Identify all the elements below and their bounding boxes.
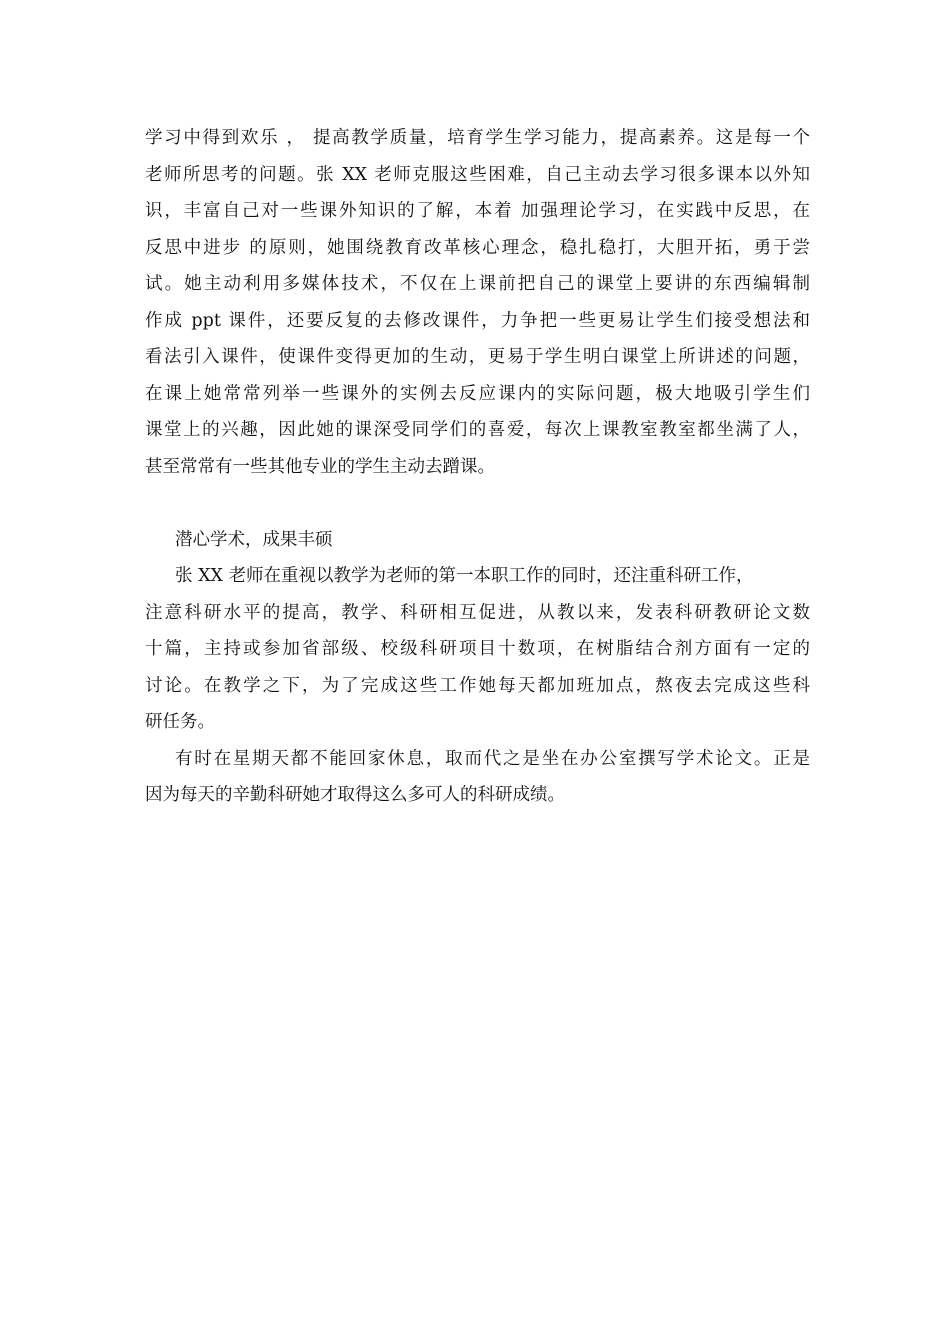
text-line: 十篇，主持或参加省部级、校级科研项目十数项，在树脂结合剂方面有一定的 xyxy=(145,639,810,659)
text-line: 因为每天的辛勤科研她才取得这么多可人的科研成绩。 xyxy=(145,785,565,805)
text-line: 老师所思考的问题。张 XX 老师克服这些困难，自己主动去学习很多课本以外知 xyxy=(145,164,810,185)
text-line: 看法引入课件，使课件变得更加的生动，更易于学生明白课堂上所讲述的问题， xyxy=(145,347,810,367)
paragraph-teaching xyxy=(145,120,810,485)
paragraph-research xyxy=(145,558,810,741)
text-line: 试。她主动利用多媒体技术，不仅在上课前把自己的课堂上要讲的东西编辑制 xyxy=(145,274,810,294)
paragraph-weekends xyxy=(145,741,810,814)
document-body xyxy=(145,120,810,814)
text-line: 课堂上的兴趣，因此她的课深受同学们的喜爱，每次上课教室教室都坐满了人， xyxy=(145,420,810,440)
text-line: 在课上她常常列举一些课外的实例去反应课内的实际问题，极大地吸引学生们 xyxy=(145,383,810,404)
text-line: 讨论。在教学之下，为了完成这些工作她每天都加班加点，熬夜去完成这些科 xyxy=(145,675,810,696)
text-line: 甚至常常有一些其他专业的学生主动去蹭课。 xyxy=(145,456,495,477)
text-line: 作成 ppt 课件，还要反复的去修改课件，力争把一些更易让学生们接受想法和 xyxy=(145,310,810,331)
section-heading: 潜心学术，成果丰硕 xyxy=(175,529,333,550)
text-line: 张 XX 老师在重视以教学为老师的第一本职工作的同时，还注重科研工作， xyxy=(175,566,754,586)
text-line: 注意科研水平的提高，教学、科研相互促进，从教以来，发表科研教研论文数 xyxy=(145,602,810,623)
text-line: 识，丰富自己对一些课外知识的了解，本着 加强理论学习，在实践中反思，在 xyxy=(145,201,810,221)
text-line: 有时在星期天都不能回家休息，取而代之是坐在办公室撰写学术论文。正是 xyxy=(175,748,810,769)
text-line: 学习中得到欢乐 ， 提高教学质量，培育学生学习能力，提高素养。这是每一个 xyxy=(145,128,810,148)
paragraph-spacer xyxy=(145,485,810,522)
text-line: 研任务。 xyxy=(145,712,215,732)
text-line: 反思中进步 的原则，她围绕教育改革核心理念，稳扎稳打，大胆开拓，勇于尝 xyxy=(145,237,810,258)
